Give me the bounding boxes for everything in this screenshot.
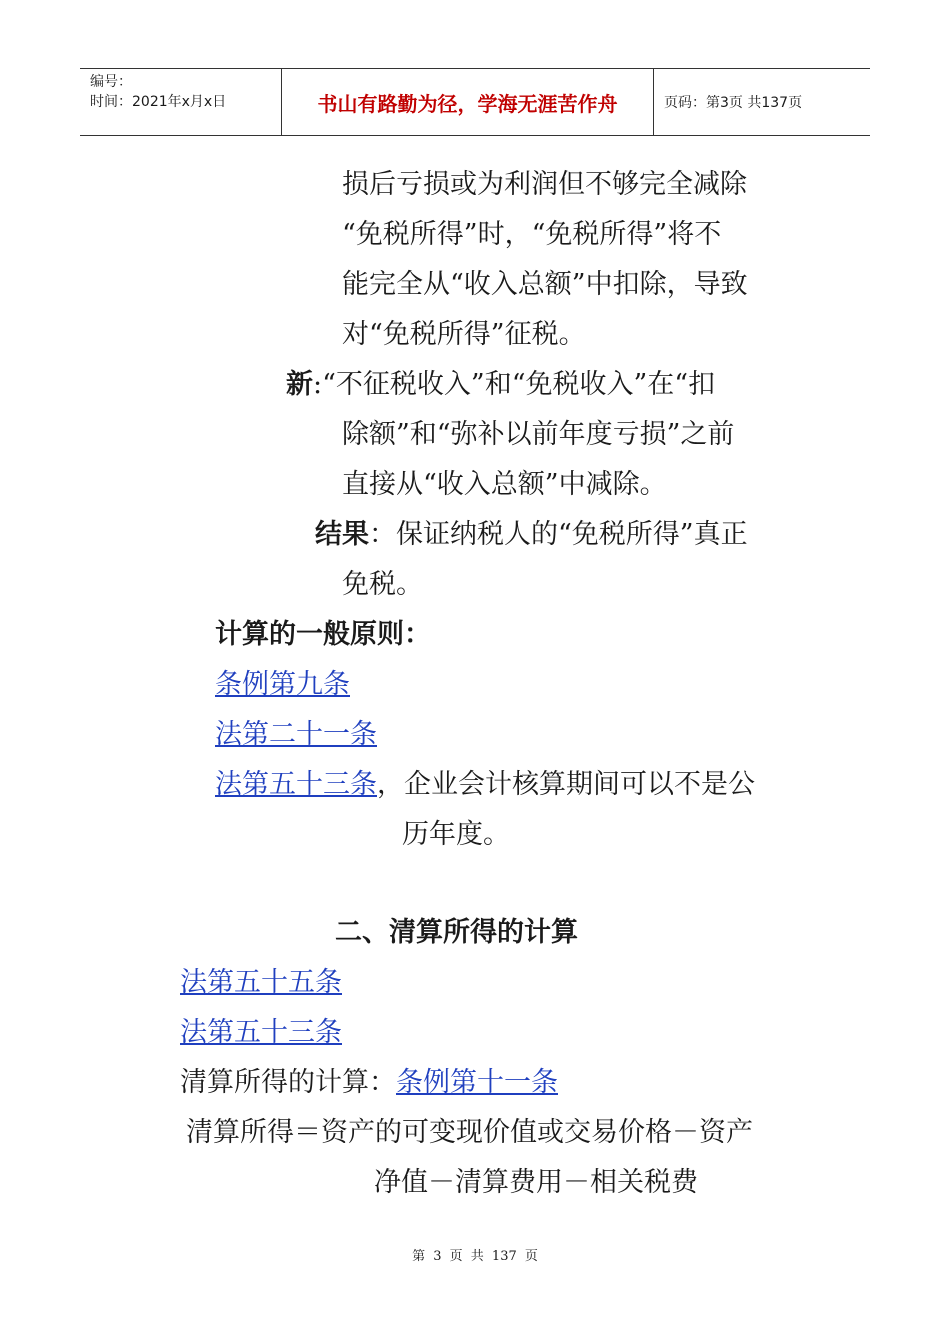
regulation-link[interactable]: 条例第十一条 xyxy=(396,1067,558,1098)
body-line: “免税所得”时，“免税所得”将不 xyxy=(342,219,722,250)
principle-heading: 计算的一般原则： xyxy=(215,619,431,650)
body-line: 直接从“收入总额”中减除。 xyxy=(342,469,667,500)
body-line: 历年度。 xyxy=(402,819,510,850)
law-link[interactable]: 法第二十一条 xyxy=(215,719,377,750)
body-line: 除额”和“弥补以前年度亏损”之前 xyxy=(342,419,735,450)
time-label: 时间：2021年x月x日 xyxy=(90,94,227,110)
header-page-info: 页码：第3页 共137页 xyxy=(664,95,803,111)
link-line xyxy=(215,768,755,802)
body-line: 能完全从“收入总额”中扣除，导致 xyxy=(342,269,748,300)
calc-label: 清算所得的计算： xyxy=(180,1067,396,1098)
header-meta-cell xyxy=(80,69,282,135)
body-line: 损后亏损或为利润但不够完全减除 xyxy=(342,169,747,200)
calc-line xyxy=(180,1066,558,1100)
law-link[interactable]: 法第五十五条 xyxy=(180,967,342,998)
formula-line: 清算所得＝资产的可变现价值或交易价格－资产 xyxy=(186,1117,753,1148)
body-line: 免税。 xyxy=(342,569,423,600)
new-rule-text: :“不征税收入”和“免税收入”在“扣 xyxy=(313,369,716,400)
law-link[interactable]: 法第五十三条 xyxy=(215,769,377,800)
link-line xyxy=(180,966,342,1000)
body-text: ，企业会计核算期间可以不是公 xyxy=(377,769,755,800)
formula-line: 净值－清算费用－相关税费 xyxy=(374,1167,698,1198)
new-label: 新 xyxy=(286,369,313,400)
page-footer: 第 3 页 共 137 页 xyxy=(412,1249,538,1264)
result-label: 结果 xyxy=(315,519,369,550)
result-line xyxy=(315,518,748,552)
number-label: 编号： xyxy=(90,74,132,90)
link-line xyxy=(180,1016,342,1050)
new-rule-line xyxy=(286,368,715,402)
law-link[interactable]: 法第五十三条 xyxy=(180,1017,342,1048)
regulation-link[interactable]: 条例第九条 xyxy=(215,669,350,700)
link-line xyxy=(215,718,377,752)
header-motto: 书山有路勤为径，学海无涯苦作舟 xyxy=(282,69,654,135)
body-line: 对“免税所得”征税。 xyxy=(342,319,586,350)
link-line xyxy=(215,668,350,702)
page-header xyxy=(80,68,870,136)
section-heading: 二、清算所得的计算 xyxy=(335,917,578,948)
result-text: ：保证纳税人的“免税所得”真正 xyxy=(369,519,748,550)
